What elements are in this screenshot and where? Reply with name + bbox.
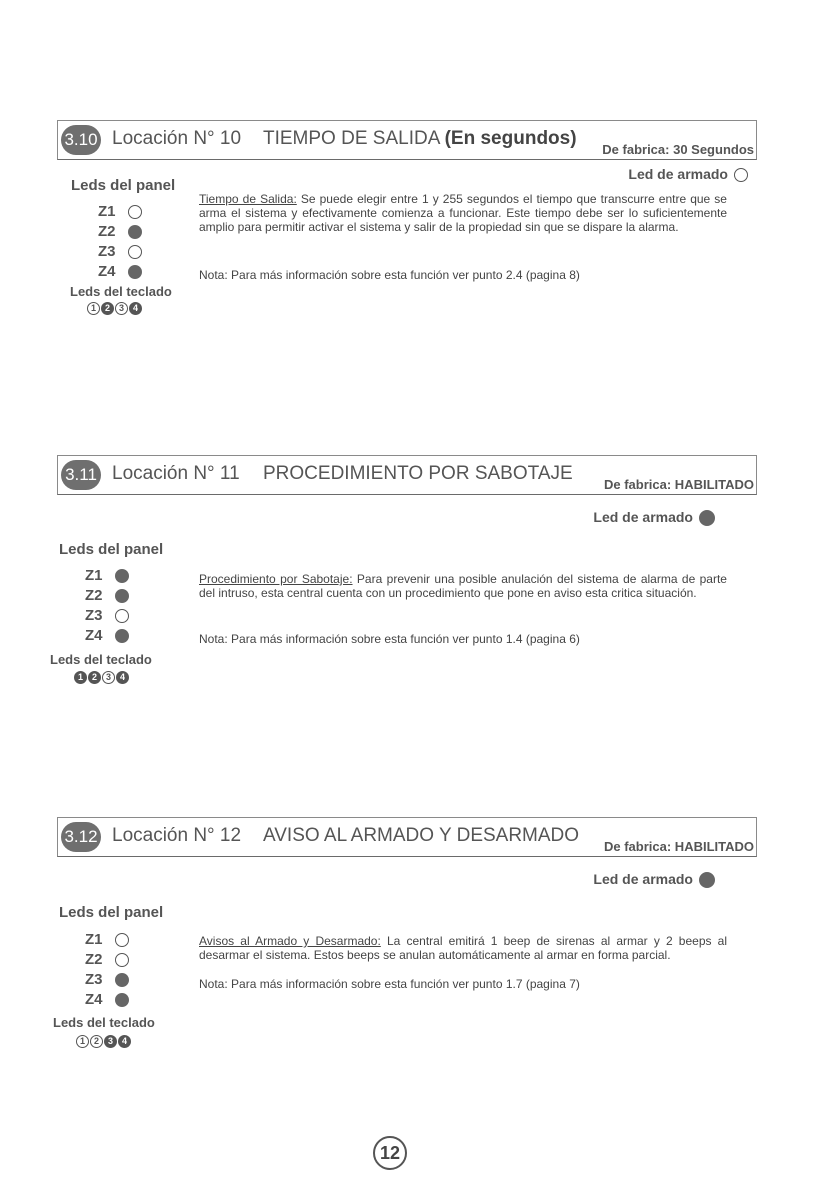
section-title-unit: (En segundos): [444, 128, 577, 149]
zone-led-z2: Z2: [85, 586, 129, 606]
section-header: [57, 455, 757, 495]
led-off-icon: [115, 953, 129, 967]
note: Nota: Para más información sobre esta función ver punto 1.4 (pagina 6): [199, 632, 580, 646]
panel-leds: [98, 202, 142, 282]
zone-led-z3: Z3: [85, 970, 129, 990]
led-on-icon: [115, 629, 129, 643]
section-header: [57, 120, 757, 160]
keypad-led-1: 1: [74, 671, 87, 684]
location-label: Locación N° 12: [112, 825, 242, 846]
keypad-led-4: 4: [129, 302, 142, 315]
led-on-icon: [115, 569, 129, 583]
section-3-10: [0, 120, 840, 400]
zone-led-z1: Z1: [98, 202, 142, 222]
keypad-led-3: 3: [102, 671, 115, 684]
zone-led-z1: Z1: [85, 930, 129, 950]
zone-led-z4: Z4: [85, 990, 129, 1010]
factory-default: De fabrica: 30 Segundos: [602, 142, 754, 157]
keypad-led-2: 2: [101, 302, 114, 315]
keypad-leds-title: Leds del teclado: [53, 1015, 155, 1030]
keypad-led-1: 1: [76, 1035, 89, 1048]
zone-led-z2: Z2: [98, 222, 142, 242]
zone-led-z3: Z3: [85, 606, 129, 626]
armed-led-indicator: Led de armado: [593, 509, 715, 526]
keypad-led-2: 2: [88, 671, 101, 684]
keypad-led-3: 3: [104, 1035, 117, 1048]
zone-led-z1: Z1: [85, 566, 129, 586]
section-title: AVISO AL ARMADO Y DESARMADO: [263, 825, 580, 846]
description: Tiempo de Salida: Se puede elegir entre 1 y 255 segundos el tiempo que transcurre entre que se arma el sistema y efectivamente comienza a funcionar. Este tiempo debe ser lo suficientemente amplio para permitir activar el sistema y salir de la propiedad sin que se dispare la alarma.: [199, 192, 727, 234]
location-label: Locación N° 10: [112, 128, 242, 149]
armed-led-indicator: Led de armado: [593, 871, 715, 888]
led-off-icon: [115, 609, 129, 623]
keypad-led-4: 4: [118, 1035, 131, 1048]
factory-default: De fabrica: HABILITADO: [604, 477, 754, 492]
description-term: Avisos al Armado y Desarmado:: [199, 934, 381, 948]
keypad-led-4: 4: [116, 671, 129, 684]
description-term: Tiempo de Salida:: [199, 192, 297, 206]
led-on-icon: [128, 225, 142, 239]
keypad-leds: [87, 302, 142, 315]
panel-leds-title: Leds del panel: [59, 541, 164, 558]
note: Nota: Para más información sobre esta función ver punto 2.4 (pagina 8): [199, 268, 580, 282]
description: Procedimiento por Sabotaje: Para prevenir una posible anulación del sistema de alarma de parte del intruso, esta central cuenta con un procedimiento que pone en aviso esta critica situación.: [199, 572, 727, 600]
zone-led-z4: Z4: [85, 626, 129, 646]
armed-led-icon: [699, 510, 715, 526]
armed-led-icon: [699, 872, 715, 888]
section-number-badge: 3.10: [61, 125, 101, 155]
led-on-icon: [115, 993, 129, 1007]
armed-led-indicator: Led de armado: [628, 166, 748, 182]
panel-leds-title: Leds del panel: [59, 904, 164, 921]
section-header: [57, 817, 757, 857]
led-off-icon: [115, 933, 129, 947]
led-off-icon: [128, 245, 142, 259]
led-on-icon: [128, 265, 142, 279]
section-number-badge: 3.11: [61, 460, 101, 490]
keypad-led-3: 3: [115, 302, 128, 315]
note: Nota: Para más información sobre esta función ver punto 1.7 (pagina 7): [199, 977, 580, 991]
led-off-icon: [128, 205, 142, 219]
keypad-leds: [76, 1035, 131, 1048]
keypad-led-2: 2: [90, 1035, 103, 1048]
zone-led-z2: Z2: [85, 950, 129, 970]
led-on-icon: [115, 973, 129, 987]
section-title: TIEMPO DE SALIDA (En segundos): [263, 128, 577, 149]
factory-default: De fabrica: HABILITADO: [604, 839, 754, 854]
section-title: PROCEDIMIENTO POR SABOTAJE: [263, 463, 573, 484]
panel-leds: [85, 566, 129, 646]
section-3-11: [0, 455, 840, 735]
keypad-led-1: 1: [87, 302, 100, 315]
led-on-icon: [115, 589, 129, 603]
keypad-leds-title: Leds del teclado: [50, 652, 152, 667]
section-3-12: [0, 817, 840, 1097]
section-number-badge: 3.12: [61, 822, 101, 852]
page-number: 12: [373, 1136, 407, 1170]
description: Avisos al Armado y Desarmado: La central emitirá 1 beep de sirenas al armar y 2 beeps al desarmar el sistema. Estos beeps se anulan automáticamente al armar en forma parcial.: [199, 934, 727, 962]
zone-led-z4: Z4: [98, 262, 142, 282]
keypad-leds: [74, 671, 129, 684]
location-label: Locación N° 11: [112, 463, 240, 484]
zone-led-z3: Z3: [98, 242, 142, 262]
keypad-leds-title: Leds del teclado: [70, 284, 172, 299]
panel-leds: [85, 930, 129, 1010]
panel-leds-title: Leds del panel: [71, 177, 176, 194]
armed-led-icon: [734, 168, 748, 182]
description-term: Procedimiento por Sabotaje:: [199, 572, 353, 586]
